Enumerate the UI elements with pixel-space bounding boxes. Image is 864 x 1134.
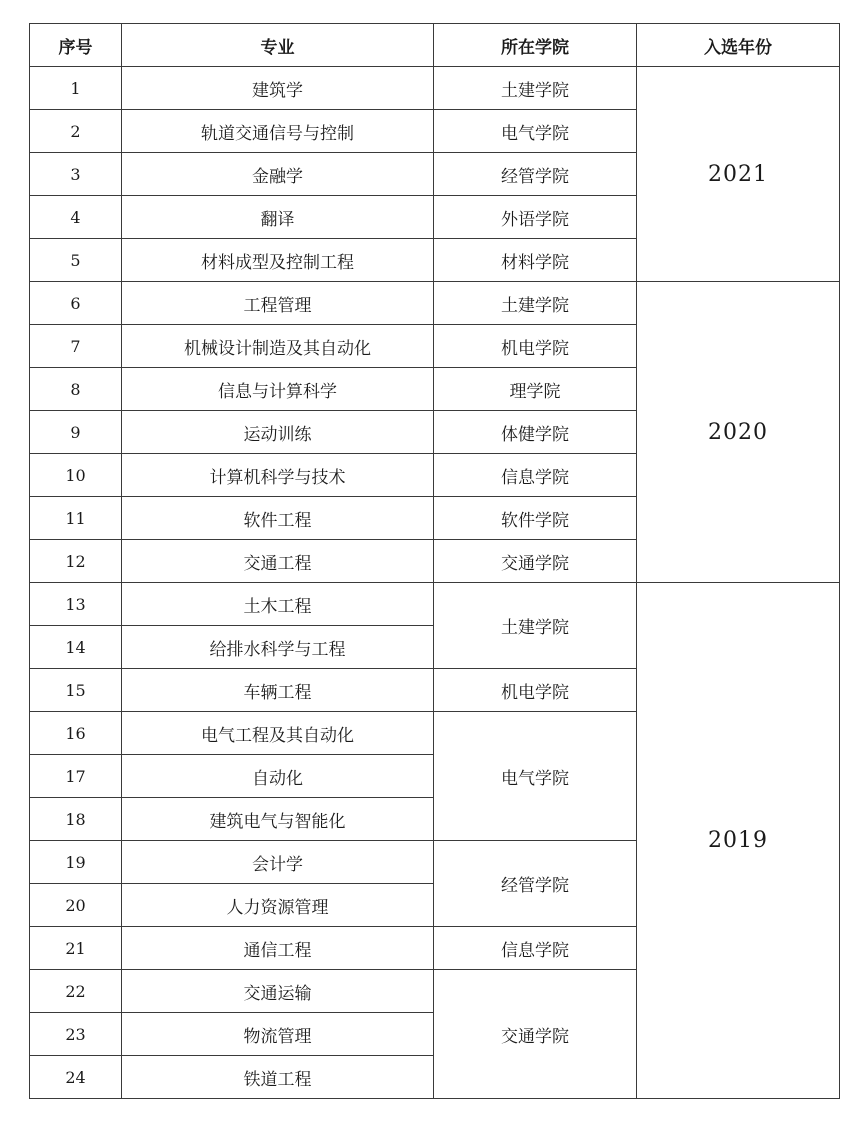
header-year: 入选年份 <box>637 24 840 67</box>
row-major: 土木工程 <box>122 583 434 626</box>
row-major: 机械设计制造及其自动化 <box>122 325 434 368</box>
row-no: 13 <box>30 583 122 626</box>
row-no: 15 <box>30 669 122 712</box>
row-college: 经管学院 <box>434 153 637 196</box>
row-no: 12 <box>30 540 122 583</box>
row-major: 铁道工程 <box>122 1056 434 1099</box>
row-no: 23 <box>30 1013 122 1056</box>
row-no: 8 <box>30 368 122 411</box>
row-major: 信息与计算科学 <box>122 368 434 411</box>
row-major: 通信工程 <box>122 927 434 970</box>
row-major: 翻译 <box>122 196 434 239</box>
row-no: 21 <box>30 927 122 970</box>
year-cell: 2019 <box>637 583 840 1099</box>
row-college: 土建学院 <box>434 67 637 110</box>
row-major: 材料成型及控制工程 <box>122 239 434 282</box>
table-row <box>30 67 840 110</box>
row-major: 电气工程及其自动化 <box>122 712 434 755</box>
row-major: 轨道交通信号与控制 <box>122 110 434 153</box>
row-college: 机电学院 <box>434 669 637 712</box>
table-row <box>30 583 840 626</box>
row-major: 运动训练 <box>122 411 434 454</box>
row-no: 4 <box>30 196 122 239</box>
row-college: 经管学院 <box>434 841 637 927</box>
row-no: 10 <box>30 454 122 497</box>
row-major: 交通运输 <box>122 970 434 1013</box>
row-college: 交通学院 <box>434 970 637 1099</box>
row-college: 信息学院 <box>434 927 637 970</box>
row-no: 16 <box>30 712 122 755</box>
header-college: 所在学院 <box>434 24 637 67</box>
table-row <box>30 282 840 325</box>
row-no: 7 <box>30 325 122 368</box>
row-no: 24 <box>30 1056 122 1099</box>
row-major: 物流管理 <box>122 1013 434 1056</box>
row-college: 材料学院 <box>434 239 637 282</box>
row-no: 3 <box>30 153 122 196</box>
row-college: 外语学院 <box>434 196 637 239</box>
header-no: 序号 <box>30 24 122 67</box>
row-major: 工程管理 <box>122 282 434 325</box>
row-major: 计算机科学与技术 <box>122 454 434 497</box>
row-college: 交通学院 <box>434 540 637 583</box>
row-major: 人力资源管理 <box>122 884 434 927</box>
row-major: 交通工程 <box>122 540 434 583</box>
row-major: 建筑电气与智能化 <box>122 798 434 841</box>
row-no: 20 <box>30 884 122 927</box>
row-college: 土建学院 <box>434 583 637 669</box>
row-major: 金融学 <box>122 153 434 196</box>
row-college: 信息学院 <box>434 454 637 497</box>
row-college: 理学院 <box>434 368 637 411</box>
row-no: 14 <box>30 626 122 669</box>
row-no: 2 <box>30 110 122 153</box>
row-major: 车辆工程 <box>122 669 434 712</box>
header-major: 专业 <box>122 24 434 67</box>
row-major: 软件工程 <box>122 497 434 540</box>
row-no: 9 <box>30 411 122 454</box>
row-no: 17 <box>30 755 122 798</box>
row-no: 5 <box>30 239 122 282</box>
row-no: 1 <box>30 67 122 110</box>
row-major: 会计学 <box>122 841 434 884</box>
row-college: 软件学院 <box>434 497 637 540</box>
row-college: 电气学院 <box>434 712 637 841</box>
row-no: 11 <box>30 497 122 540</box>
row-major: 给排水科学与工程 <box>122 626 434 669</box>
row-no: 19 <box>30 841 122 884</box>
year-cell: 2021 <box>637 67 840 282</box>
year-cell: 2020 <box>637 282 840 583</box>
row-no: 18 <box>30 798 122 841</box>
majors-table <box>29 23 840 1099</box>
row-college: 体健学院 <box>434 411 637 454</box>
row-college: 土建学院 <box>434 282 637 325</box>
row-no: 22 <box>30 970 122 1013</box>
header-row <box>30 24 840 67</box>
row-college: 机电学院 <box>434 325 637 368</box>
row-college: 电气学院 <box>434 110 637 153</box>
row-major: 建筑学 <box>122 67 434 110</box>
row-major: 自动化 <box>122 755 434 798</box>
row-no: 6 <box>30 282 122 325</box>
